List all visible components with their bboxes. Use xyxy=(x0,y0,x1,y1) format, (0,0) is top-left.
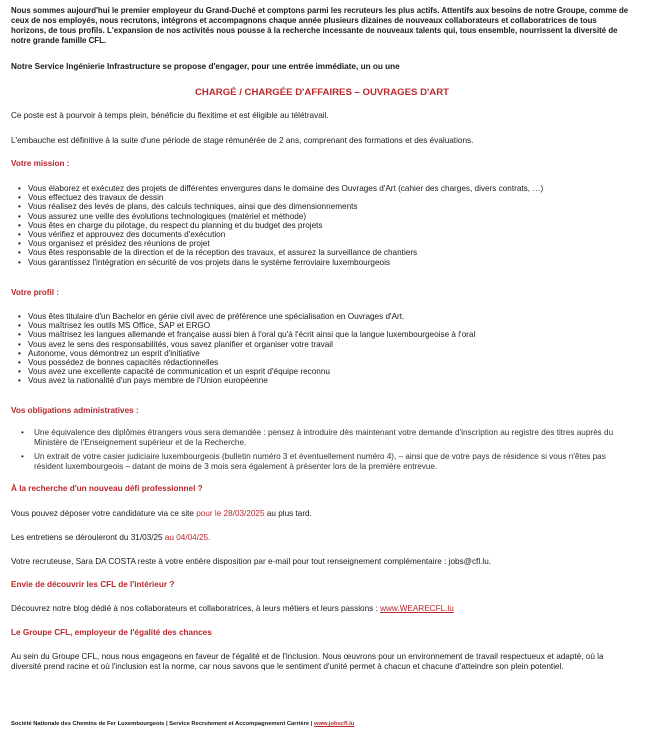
mission-item-text: Vous êtes responsable de la direction et de la réception des travaux, et assurez la surveillance de chantiers xyxy=(28,248,418,258)
admin-item xyxy=(21,452,633,472)
mission-item xyxy=(18,184,633,193)
bullet-icon: • xyxy=(18,248,21,258)
profile-item-text: Vous êtes titulaire d'un Bachelor en génie civil avec de préférence une spécialisation en Ouvrages d'Art. xyxy=(28,312,405,321)
bullet-icon: • xyxy=(18,184,21,193)
profile-item xyxy=(18,349,633,358)
profile-item-text: Vous possédez de bonnes capacités rédactionnelles xyxy=(28,358,219,368)
admin-item xyxy=(21,428,633,448)
profile-heading: Votre profil : xyxy=(11,288,60,297)
mission-list xyxy=(18,184,633,267)
mission-item-text: Vous organisez et présidez des réunions de projet xyxy=(28,239,210,249)
bullet-icon: • xyxy=(18,220,21,230)
bullet-icon: • xyxy=(18,321,21,331)
bullet-icon: • xyxy=(18,239,21,249)
profile-item-text: Vous avez le sens des responsabilités, vous savez planifier et organiser votre travail xyxy=(28,339,333,349)
mission-item xyxy=(18,258,633,267)
mission-item xyxy=(18,193,633,202)
admin-item-text: Un extrait de votre casier judiciaire luxembourgeois (bulletin numéro 3 et éventuellement numéro 4), – ainsi que de votre pays de résidence si vous n'êtes pas résident luxembourgeois – datant de moins de 3 mois sera également à présenter lors de la première entrevue. xyxy=(34,452,606,471)
equality-heading: Le Groupe CFL, employeur de l'égalité des chances xyxy=(11,628,212,637)
interview-dates-text-a: Les entretiens se dérouleront du 31/03/25 xyxy=(11,533,165,542)
bullet-icon: • xyxy=(18,330,21,340)
profile-list xyxy=(18,312,633,386)
mission-item-text: Vous assurez une veille des évolutions technologiques (matériel et méthode) xyxy=(28,211,307,221)
hiring-info: L'embauche est définitive à la suite d'une période de stage rémunérée de 2 ans, comprenant des formations et des évaluations. xyxy=(11,136,474,145)
admin-item-text: Une équivalence des diplômes étrangers vous sera demandée : pensez à introduire dès maintenant votre demande d'inscription au registre des titres auprès du Ministère de l'Enseignement supérieur et de la Recherche. xyxy=(34,428,614,447)
mission-item xyxy=(18,230,633,239)
bullet-icon: • xyxy=(18,257,21,267)
profile-item xyxy=(18,340,633,349)
apply-deadline-text-c: au plus tard. xyxy=(264,509,312,518)
intro-paragraph: Nous sommes aujourd'hui le premier employeur du Grand-Duché et comptons parmi les recruteurs les plus actifs. Attentifs aux besoins de notre Groupe, comme de ceux de nos employés, nous recrutons, intégrons et accompagnons chaque année plusieurs dizaines de nouveaux collaborateurs et collaboratrices de tous horizons, de tous profils. L'expansion de nos activités nous pousse à la recherche incessante de nouveaux talents qui, tous ensemble, nourrissent la diversité de notre grande famille CFL. xyxy=(11,6,629,45)
mission-item-text: Vous garantissez l'intégration en sécurité de vos projets dans le système ferroviaire luxembourgeois xyxy=(28,257,391,267)
bullet-icon: • xyxy=(18,358,21,368)
blog-heading: Envie de découvrir les CFL de l'intérieur ? xyxy=(11,580,175,589)
bullet-icon: • xyxy=(18,211,21,221)
interview-dates-line xyxy=(11,533,633,543)
bullet-icon: • xyxy=(18,230,21,240)
mission-item xyxy=(18,202,633,211)
bullet-icon: • xyxy=(21,428,24,437)
bullet-icon: • xyxy=(18,193,21,203)
footer-text: Société Nationale des Chemins de Fer Luxembourgeois | Service Recrutement et Accompagnement Carrière | xyxy=(11,721,314,727)
apply-deadline-date: pour le 28/03/2025 xyxy=(196,509,265,518)
apply-deadline-text-a: Vous pouvez déposer votre candidature via ce site xyxy=(11,509,197,518)
blog-line xyxy=(11,604,633,614)
mission-item-text: Vous réalisez des levés de plans, des calculs techniques, ainsi que des dimensionnements xyxy=(28,202,358,212)
bullet-icon: • xyxy=(21,452,24,461)
bullet-icon: • xyxy=(18,339,21,349)
profile-item-text: Autonome, vous démontrez un esprit d'initiative xyxy=(28,348,200,358)
profile-item-text: Vous maîtrisez les outils MS Office, SAP et ERGO xyxy=(28,321,211,331)
profile-item-text: Vous avez une excellente capacité de communication et un esprit d'équipe reconnu xyxy=(28,367,330,377)
profile-item-text: Vous avez la nationalité d'un pays membre de l'Union européenne xyxy=(28,376,268,386)
profile-item xyxy=(18,367,633,376)
bullet-icon: • xyxy=(18,348,21,358)
mission-item-text: Vous effectuez des travaux de dessin xyxy=(28,193,164,203)
admin-heading: Vos obligations administratives : xyxy=(11,406,139,415)
profile-item-text: Vous maîtrisez les langues allemande et française aussi bien à l'oral qu'à l'écrit ainsi que la langue luxembourgeoise à l'oral xyxy=(28,330,476,340)
mission-item xyxy=(18,212,633,221)
blog-text: Découvrez notre blog dédié à nos collaborateurs et collaboratrices, à leurs métiers et leurs passions : xyxy=(11,604,381,613)
bullet-icon: • xyxy=(18,312,21,321)
mission-item-text: Vous élaborez et exécutez des projets de différentes envergures dans le domaine des Ouvrages d'Art (cahier des charges, divers contrats, …) xyxy=(28,184,544,193)
profile-item xyxy=(18,330,633,339)
equality-paragraph: Au sein du Groupe CFL, nous nous engageons en faveur de l'égalité et de l'inclusion. Nous œuvrons pour un environnement de travail respectueux et adapté, où la diversité prend racine et où l'inclusion est la norme, car nous savons que le sentiment d'unité permet à chacun et chacune d'atteindre son plein potentiel. xyxy=(11,652,604,671)
profile-item xyxy=(18,358,633,367)
service-line: Notre Service Ingénierie Infrastructure se propose d'engager, pour une entrée immédiate, un ou une xyxy=(11,62,400,71)
mission-item-text: Vous vérifiez et approuvez des documents d'exécution xyxy=(28,230,226,240)
apply-heading: À la recherche d'un nouveau défi professionnel ? xyxy=(11,484,203,493)
profile-item xyxy=(18,312,633,321)
mission-item-text: Vous êtes en charge du pilotage, du respect du planning et du budget des projets xyxy=(28,220,323,230)
job-title: CHARGÉ / CHARGÉE D'AFFAIRES – OUVRAGES D'ART xyxy=(194,87,450,98)
mission-item xyxy=(18,248,633,257)
admin-list xyxy=(21,428,633,476)
bullet-icon: • xyxy=(18,376,21,386)
mission-heading: Votre mission : xyxy=(11,159,70,168)
interview-dates-end: au 04/04/25. xyxy=(164,533,211,542)
recruiter-contact-line: Votre recruteuse, Sara DA COSTA reste à votre entière disposition par e-mail pour tout renseignement complémentaire : jobs@cfl.lu. xyxy=(11,557,492,566)
apply-deadline-line xyxy=(11,509,633,519)
footer xyxy=(11,721,354,728)
profile-item xyxy=(18,321,633,330)
profile-item xyxy=(18,376,633,385)
bullet-icon: • xyxy=(18,367,21,377)
mission-item xyxy=(18,239,633,248)
post-info: Ce poste est à pourvoir à temps plein, bénéficie du flexitime et est éligible au télétravail. xyxy=(11,111,329,120)
footer-link[interactable]: www.jobscfl.lu xyxy=(313,721,355,727)
bullet-icon: • xyxy=(18,202,21,212)
blog-link[interactable]: www.WEARECFL.lu xyxy=(380,604,454,613)
mission-item xyxy=(18,221,633,230)
